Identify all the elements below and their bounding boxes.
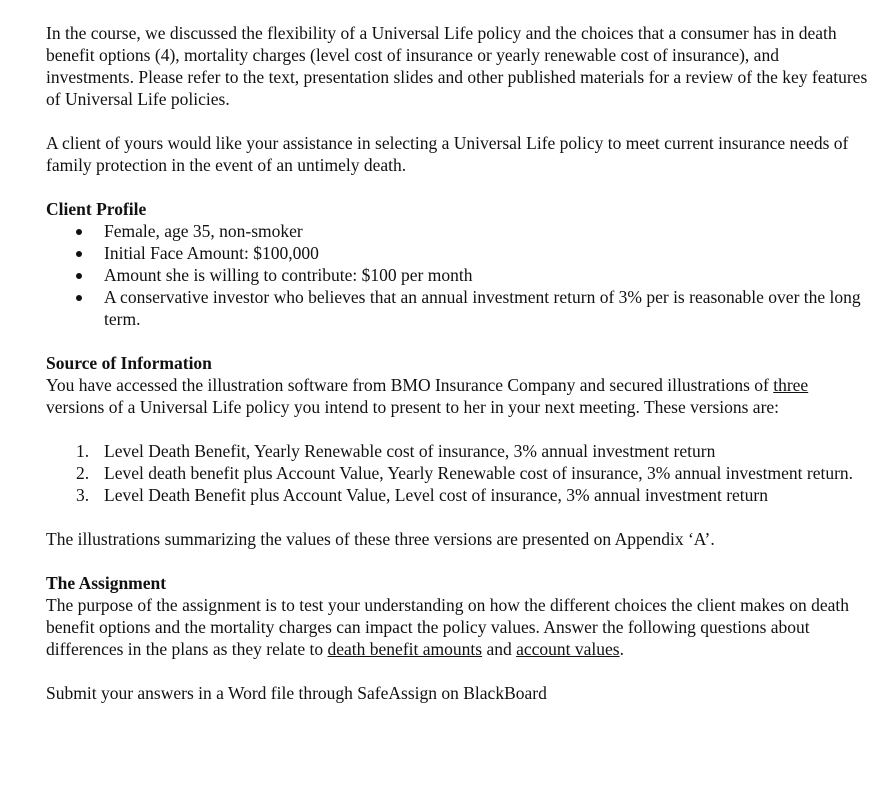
list-item (46, 220, 868, 242)
client-profile-heading: Client Profile (46, 199, 147, 219)
client-profile-section (46, 198, 868, 330)
assignment-text-middle: and (482, 639, 517, 659)
list-item (46, 242, 868, 264)
list-item (46, 286, 868, 330)
list-item-text: A conservative investor who believes that an annual investment return of 3% per is reasonable over the long term. (104, 287, 861, 329)
source-heading: Source of Information (46, 353, 212, 373)
assignment-paragraph (46, 594, 868, 660)
list-item-text: Amount she is willing to contribute: $100 per month (104, 265, 473, 285)
document-page (46, 22, 868, 704)
bullet-icon (76, 273, 82, 279)
assignment-text-before: The purpose of the assignment is to test your understanding on how the different choices the client makes on death benefit options and the mortality charges can impact the policy values. Answer the following questions about differences in the plans as they relate to (46, 595, 850, 659)
intro-paragraph: In the course, we discussed the flexibility of a Universal Life policy and the choices that a consumer has in death benefit options (4), mortality charges (level cost of insurance or yearly renewable cost of insurance), and investments. Please refer to the text, presentation slides and other published materials for a review of the key features of Universal Life policies. (46, 23, 868, 109)
client-profile-list (46, 220, 868, 330)
bullet-icon (76, 251, 82, 257)
source-text-after: versions of a Universal Life policy you intend to present to her in your next meeting. These versions are: (46, 397, 780, 417)
assignment-underlined-account-values: account values (516, 639, 620, 659)
submission-instructions: Submit your answers in a Word file through SafeAssign on BlackBoard (46, 683, 547, 703)
list-item-text: Level Death Benefit plus Account Value, Level cost of insurance, 3% annual investment return (104, 485, 768, 505)
list-item-number: 1. (76, 441, 90, 461)
source-underlined-word: three (773, 375, 809, 395)
assignment-text-end: . (619, 639, 624, 659)
illustrations-summary: The illustrations summarizing the values of these three versions are presented on Appendix ‘A’. (46, 529, 715, 549)
bullet-icon (76, 295, 82, 301)
client-request-paragraph: A client of yours would like your assistance in selecting a Universal Life policy to meet current insurance needs of family protection in the event of an untimely death. (46, 133, 849, 175)
list-item-text: Level Death Benefit, Yearly Renewable cost of insurance, 3% annual investment return (104, 441, 716, 461)
bullet-icon (76, 229, 82, 235)
assignment-section (46, 572, 868, 660)
assignment-heading: The Assignment (46, 573, 167, 593)
versions-list (46, 440, 868, 506)
list-item-text: Initial Face Amount: $100,000 (104, 243, 319, 263)
source-section (46, 352, 868, 506)
list-item-text: Level death benefit plus Account Value, Yearly Renewable cost of insurance, 3% annual investment return. (104, 463, 854, 483)
source-text-before: You have accessed the illustration software from BMO Insurance Company and secured illustrations of (46, 375, 774, 395)
list-item (46, 440, 868, 462)
list-item (46, 484, 868, 506)
list-item-text: Female, age 35, non-smoker (104, 221, 303, 241)
list-item (46, 462, 868, 484)
list-item-number: 2. (76, 463, 90, 483)
source-paragraph (46, 374, 868, 418)
list-item-number: 3. (76, 485, 90, 505)
list-item (46, 264, 868, 286)
assignment-underlined-death-benefit: death benefit amounts (327, 639, 483, 659)
